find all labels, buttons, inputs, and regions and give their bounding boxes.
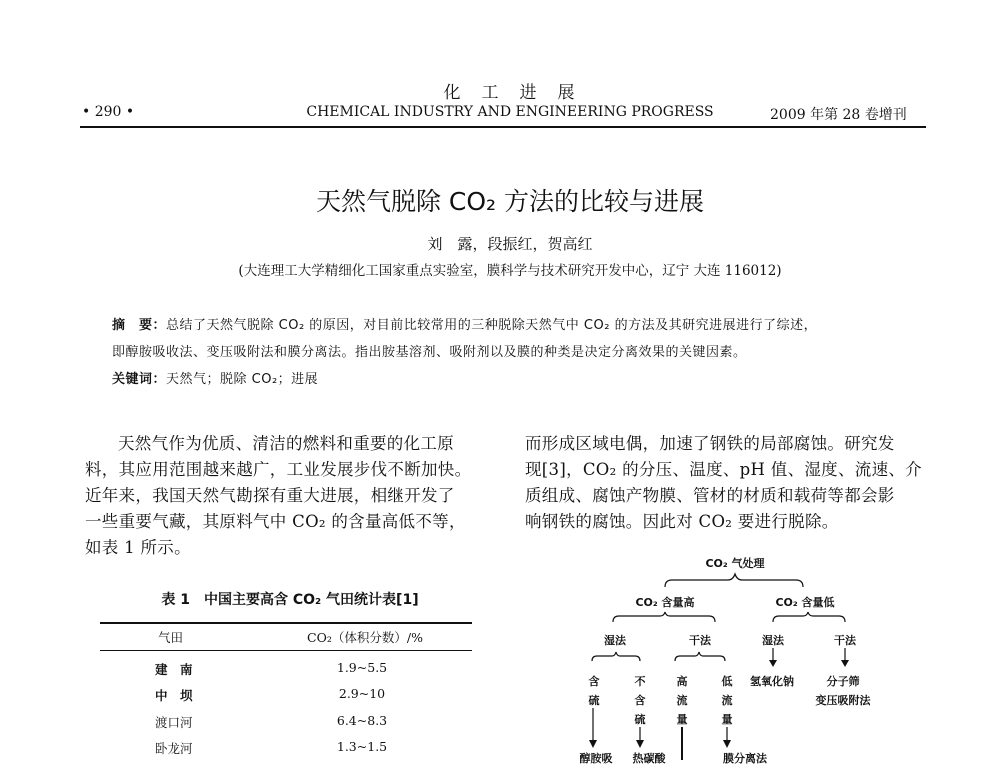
body-left-line: 天然气作为优质、清洁的燃料和重要的化工原 [118, 434, 454, 453]
node-high: CO₂ 含量高 [635, 596, 695, 609]
node-hot-carbonate: 热碳酸 [632, 752, 666, 765]
arrow-head [589, 740, 597, 748]
body-left-line: 如表 1 所示。 [85, 538, 191, 557]
table-cell-field: 建 南 [155, 662, 193, 677]
body-right-line: 质组成、腐蚀产物膜、管材的材质和载荷等都会影 [525, 486, 895, 505]
abstract-text: 总结了天然气脱除 CO₂ 的原因，对目前比较常用的三种脱除天然气中 CO₂ 的方法及其研究进展进行了综述， [166, 318, 818, 333]
body-left-line: 一些重要气藏，其原料气中 CO₂ 的含量高低不等， [85, 512, 466, 531]
node-high-wet: 湿法 [604, 634, 626, 647]
node-low: CO₂ 含量低 [775, 596, 835, 609]
affiliation: (大连理工大学精细化工国家重点实验室，膜科学与技术研究开发中心，辽宁 大连 116012) [238, 263, 782, 279]
journal-name-cn: 化 工 进 展 [443, 83, 577, 103]
node-sieve: 分子筛 [826, 675, 860, 688]
node-low-flow-char: 流 [721, 694, 733, 707]
body-left-line: 近年来，我国天然气勘探有重大进展，相继开发了 [85, 486, 455, 505]
issue-info: 2009 年第 28 卷增刊 [770, 107, 907, 123]
authors: 刘 露，段振红，贺高红 [427, 235, 593, 253]
table-cell-value: 1.3~1.5 [336, 739, 388, 754]
arrow-head [636, 740, 644, 748]
table-cell-value: 1.9~5.5 [336, 660, 388, 675]
node-naoh: 氢氧化钠 [750, 675, 794, 688]
table-cell-value: 2.9~10 [338, 686, 386, 701]
body-right-line: 而形成区域电偶，加速了钢铁的局部腐蚀。研究发 [525, 434, 895, 453]
node-root: CO₂ 气处理 [705, 557, 765, 570]
body-left-line: 料，其应用范围越来越广，工业发展步伐不断加快。 [85, 460, 472, 479]
arrow-head [723, 740, 731, 748]
node-no-sulfur-char: 含 [634, 694, 646, 707]
node-high-flow-char: 量 [676, 713, 688, 726]
brace-low [773, 612, 845, 622]
brace-high [613, 612, 715, 622]
node-no-sulfur-char: 不 [634, 675, 646, 688]
body-right-line: 现[3]，CO₂ 的分压、温度、pH 值、湿度、流速、介 [525, 460, 922, 479]
node-sulfur-char: 硫 [588, 694, 600, 707]
table-header-co2: CO₂（体积分数）/% [307, 630, 423, 645]
node-low-flow-char: 低 [721, 675, 733, 688]
table-cell-field: 卧龙河 [155, 741, 193, 756]
node-membrane: 膜分离法 [723, 752, 767, 765]
node-low-dry: 干法 [834, 634, 856, 647]
body-right-line: 响钢铁的腐蚀。因此对 CO₂ 要进行脱除。 [525, 512, 839, 531]
node-no-sulfur-char: 硫 [634, 713, 646, 726]
node-amine: 醇胺吸 [579, 752, 613, 765]
node-high-dry: 干法 [689, 634, 711, 647]
node-low-flow-char: 量 [721, 713, 733, 726]
article-title: 天然气脱除 CO₂ 方法的比较与进展 [315, 187, 705, 216]
arrow-head [769, 660, 777, 667]
brace-high-dry [675, 652, 725, 661]
brace-root [665, 574, 803, 587]
table-cell-value: 6.4~8.3 [336, 713, 388, 728]
node-high-flow-char: 流 [676, 694, 688, 707]
node-sulfur-char: 含 [588, 675, 600, 688]
brace-high-wet [592, 652, 640, 661]
table-cell-field: 中 坝 [155, 688, 193, 703]
table-cell-field: 渡口河 [155, 715, 193, 730]
arrow-head [841, 660, 849, 667]
table-caption: 表 1 中国主要高含 CO₂ 气田统计表[1] [161, 592, 419, 608]
journal-name-en: CHEMICAL INDUSTRY AND ENGINEERING PROGRESS [306, 104, 714, 120]
abstract-line-2: 即醇胺吸收法、变压吸附法和膜分离法。指出胺基溶剂、吸附剂以及膜的种类是决定分离效果的关键因素。 [112, 345, 747, 360]
table-header-field: 气田 [158, 630, 184, 645]
node-psa: 变压吸附法 [815, 694, 871, 707]
keywords-label: 关键词： [112, 372, 167, 387]
keywords: 天然气；脱除 CO₂；进展 [166, 372, 319, 387]
page-number: • 290 • [82, 104, 135, 120]
node-low-wet: 湿法 [762, 634, 784, 647]
node-high-flow-char: 高 [676, 675, 688, 688]
abstract-label: 摘 要： [112, 318, 167, 333]
